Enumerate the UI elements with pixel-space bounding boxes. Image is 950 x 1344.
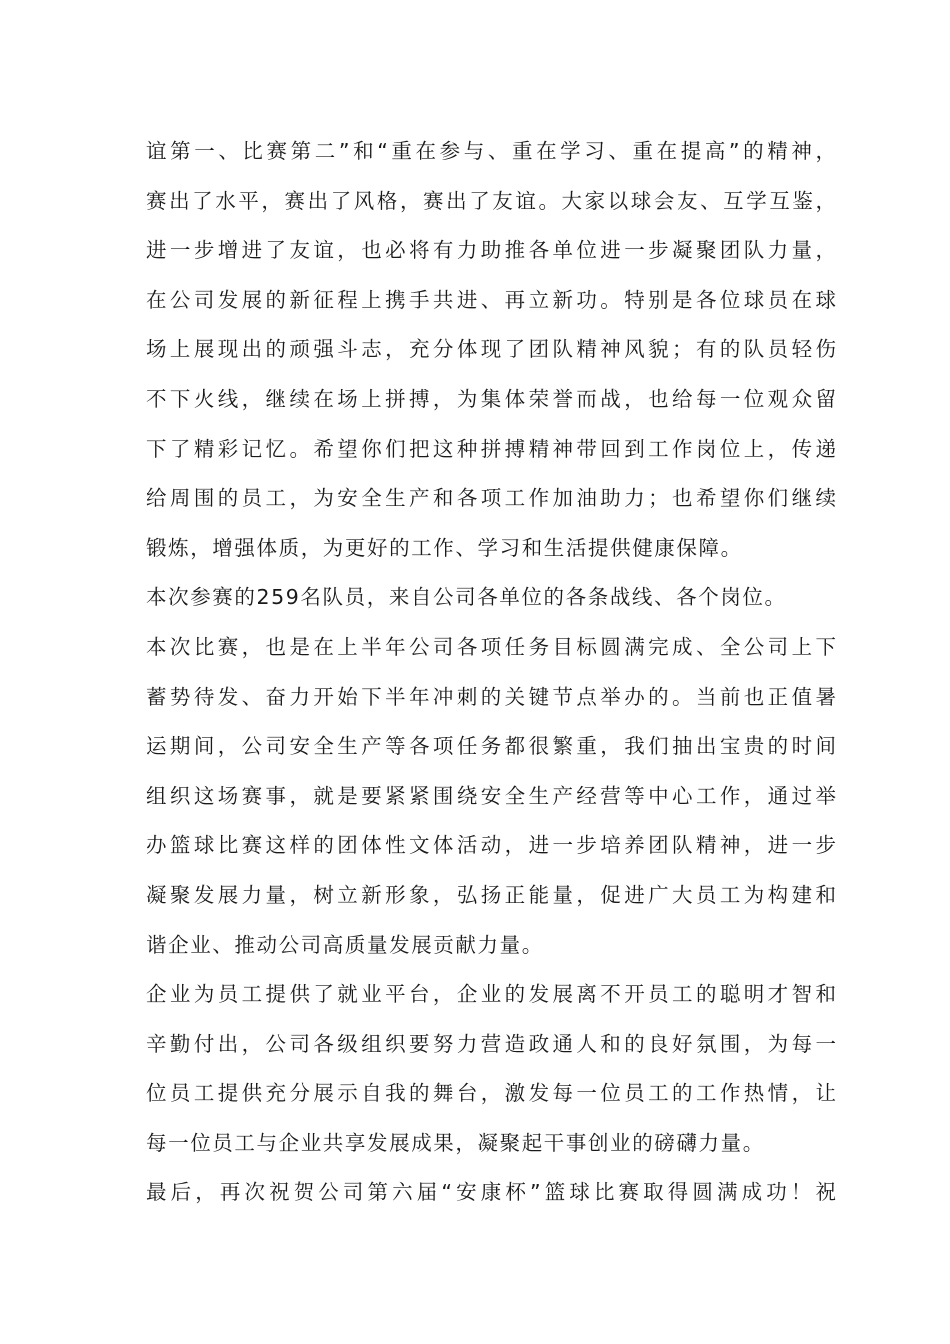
text-line: 给周围的员工，为安全生产和各项工作加油助力；也希望你们继续 bbox=[146, 486, 836, 511]
text-line: 不下火线，继续在场上拼搏，为集体荣誉而战，也给每一位观众留 bbox=[146, 386, 836, 411]
text-line: 在公司发展的新征程上携手共进、再立新功。特别是各位球员在球 bbox=[146, 287, 836, 312]
text-line: 下了精彩记忆。希望你们把这种拼搏精神带回到工作岗位上，传递 bbox=[146, 436, 836, 461]
text-line: 赛出了水平，赛出了风格，赛出了友谊。大家以球会友、互学互鉴， bbox=[146, 188, 836, 213]
text-line: 每一位员工与企业共享发展成果，凝聚起干事创业的磅礴力量。 bbox=[146, 1130, 765, 1155]
text-line: 场上展现出的顽强斗志，充分体现了团队精神风貌；有的队员轻伤 bbox=[146, 337, 836, 362]
text-line: 企业为员工提供了就业平台，企业的发展离不开员工的聪明才智和 bbox=[146, 982, 836, 1007]
text-line: 位员工提供充分展示自我的舞台，激发每一位员工的工作热情，让 bbox=[146, 1081, 836, 1106]
text-line: 本次参赛的259名队员，来自公司各单位的各条战线、各个岗位。 bbox=[146, 585, 787, 610]
document-body bbox=[146, 127, 836, 1218]
text-line: 谐企业、推动公司高质量发展贡献力量。 bbox=[146, 932, 544, 957]
text-line: 辛勤付出，公司各级组织要努力营造政通人和的良好氛围，为每一 bbox=[146, 1031, 836, 1056]
text-line: 凝聚发展力量，树立新形象，弘扬正能量，促进广大员工为构建和 bbox=[146, 882, 836, 907]
text-line: 运期间，公司安全生产等各项任务都很繁重，我们抽出宝贵的时间 bbox=[146, 734, 836, 759]
text-line: 蓄势待发、奋力开始下半年冲刺的关键节点举办的。当前也正值暑 bbox=[146, 684, 836, 709]
text-line: 进一步增进了友谊，也必将有力助推各单位进一步凝聚团队力量， bbox=[146, 238, 836, 263]
text-line: 谊第一、比赛第二”和“重在参与、重在学习、重在提高”的精神， bbox=[146, 139, 836, 163]
text-line: 锻炼，增强体质，为更好的工作、学习和生活提供健康保障。 bbox=[146, 535, 743, 560]
text-line: 最后，再次祝贺公司第六届“安康杯”篮球比赛取得圆满成功！祝 bbox=[146, 1180, 836, 1205]
text-line: 本次比赛，也是在上半年公司各项任务目标圆满完成、全公司上下 bbox=[146, 634, 836, 659]
text-line: 办篮球比赛这样的团体性文体活动，进一步培养团队精神，进一步 bbox=[146, 833, 836, 858]
text-line: 组织这场赛事，就是要紧紧围绕安全生产经营等中心工作，通过举 bbox=[146, 783, 836, 808]
